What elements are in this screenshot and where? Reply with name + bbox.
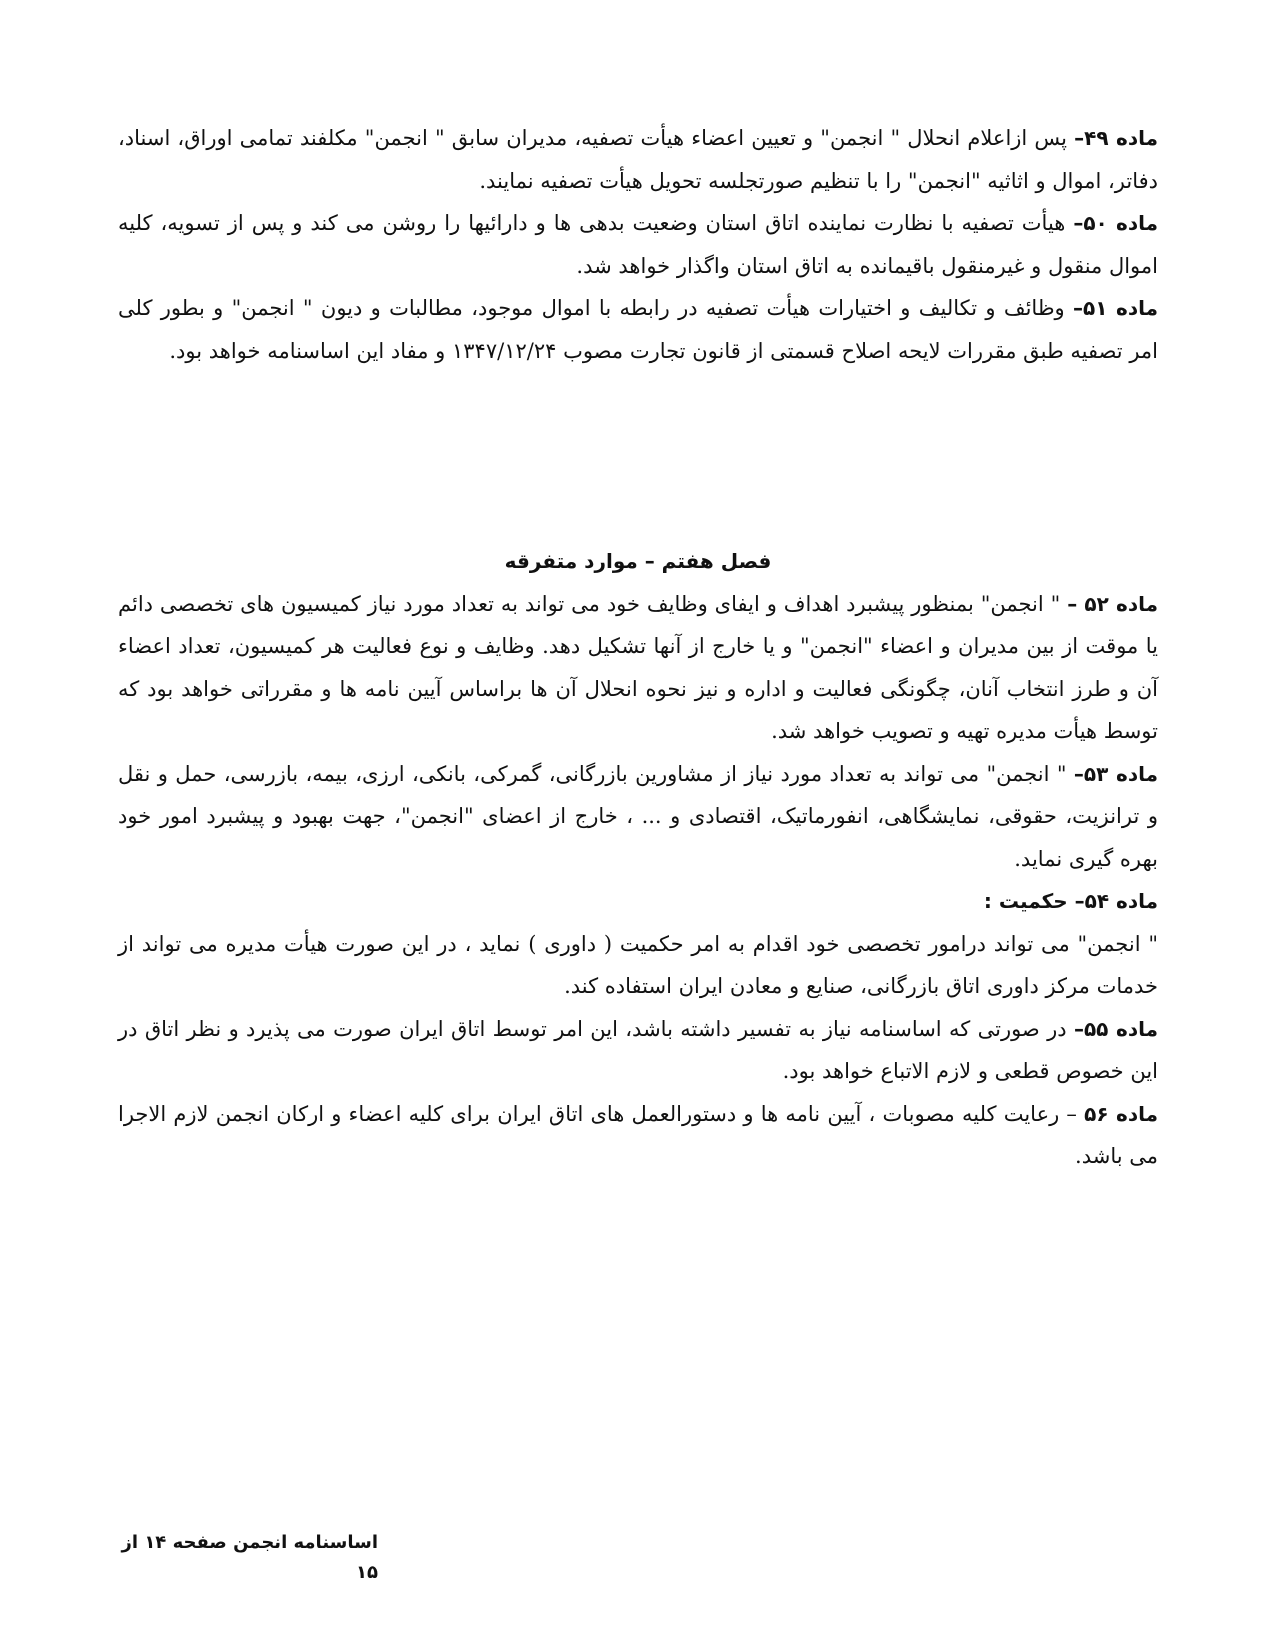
article-55-text: در صورتی که اساسنامه نیاز به تفسیر داشته باشد، این امر توسط اتاق ایران صورت می پذیرد و نظر اتاق در این خصوص قطعی و لازم الاتباع خواهد بود. xyxy=(118,1016,1158,1083)
page-footer: اساسنامه انجمن صفحه ۱۴ از ۱۵ xyxy=(121,1532,378,1583)
article-51-text: وظائف و تکالیف و اختیارات هیأت تصفیه در رابطه با اموال موجود، مطالبات و دیون " انجمن" و بطور کلی امر تصفیه طبق مقررات لایحه اصلاح قسمتی از قانون تجارت مصوب ۱۳۴۷/۱۲/۲۴ و مفاد این اساسنامه خواهد بود. xyxy=(118,296,1158,363)
article-56 xyxy=(118,1093,1158,1178)
article-53-text: " انجمن" می تواند به تعداد مورد نیاز از مشاورین بازرگانی، گمرکی، بانکی، ارزی، بیمه، بازرسی، حمل و نقل و ترانزیت، حقوقی، نمایشگاهی، انفورماتیک، اقتصادی و ... ، خارج از اعضای "انجمن"، جهت بهبود و پیشبرد امور خود بهره گیری نماید. xyxy=(118,761,1158,871)
article-51-heading: ماده ۵۱– xyxy=(1073,296,1158,320)
article-53-heading: ماده ۵۳– xyxy=(1073,761,1158,786)
articles-top-section xyxy=(118,117,1158,372)
article-51 xyxy=(118,287,1158,372)
article-49-heading: ماده ۴۹– xyxy=(1074,126,1158,150)
article-50-heading: ماده ۵۰– xyxy=(1073,211,1158,235)
article-54-text: " انجمن" می تواند درامور تخصصی خود اقدام به امر حکمیت ( داوری ) نماید ، در این صورت هیأت مدیره می تواند از خدمات مرکز داوری اتاق بازرگانی، صنایع و معادن ایران استفاده کند. xyxy=(118,931,1158,998)
article-54-heading: ماده ۵۴– حکمیت : xyxy=(983,889,1158,913)
article-49 xyxy=(118,117,1158,202)
article-53 xyxy=(118,753,1158,881)
article-52-heading: ماده ۵۲ – xyxy=(1067,591,1158,616)
article-52 xyxy=(118,583,1158,753)
article-56-text: – رعایت کلیه مصوبات ، آیین نامه ها و دستورالعمل های اتاق ایران برای کلیه اعضاء و ارکان انجمن لازم الاجرا می باشد. xyxy=(118,1101,1158,1168)
article-56-heading: ماده ۵۶ xyxy=(1084,1101,1158,1126)
article-50 xyxy=(118,202,1158,287)
article-52-text: " انجمن" بمنظور پیشبرد اهداف و ایفای وظایف خود می تواند به تعداد مورد نیاز کمیسیون های تخصصی دائم یا موقت از بین مدیران و اعضاء "انجمن" و یا خارج از آنها تشکیل دهد. وظایف و نوع فعالیت هر کمیسیون، تعداد اعضاء آن و طرز انتخاب آنان، چگونگی فعالیت و اداره و نیز نحوه انحلال آن ها براساس آیین نامه ها و مقرراتی خواهد بود که توسط هیأت مدیره تهیه و تصویب خواهد شد. xyxy=(118,591,1158,743)
article-49-text: پس ازاعلام انحلال " انجمن" و تعیین اعضاء هیأت تصفیه، مدیران سابق " انجمن" مکلفند تمامی اوراق، اسناد، دفاتر، اموال و اثاثیه "انجمن" را با تنظیم صورتجلسه تحویل هیأت تصفیه نمایند. xyxy=(118,126,1158,193)
chapter-seven-section xyxy=(118,540,1158,1178)
article-55 xyxy=(118,1008,1158,1093)
article-55-heading: ماده ۵۵– xyxy=(1073,1016,1158,1041)
article-50-text: هیأت تصفیه با نظارت نماینده اتاق استان وضعیت بدهی ها و دارائیها را روشن می کند و پس از تسویه، کلیه اموال منقول و غیرمنقول باقیمانده به اتاق استان واگذار خواهد شد. xyxy=(118,211,1158,278)
chapter-title: فصل هفتم – موارد متفرقه xyxy=(504,549,772,573)
